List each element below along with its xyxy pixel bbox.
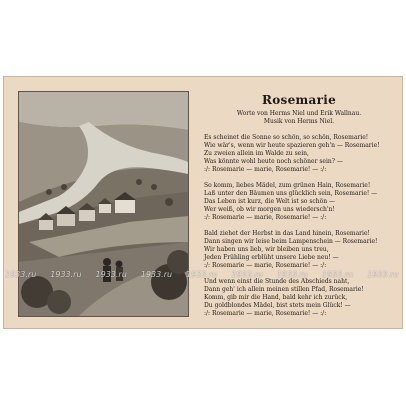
stanza-3 [204,230,394,270]
song-title: Rosemarie [261,93,337,107]
postcard [3,76,403,329]
stanza-line: Das Leben ist kurz, die Welt ist so schön — [204,198,336,205]
stanza-line: Es scheinet die Sonne so schön, so schön, Rosemarie! [204,134,369,141]
stanza-line: So komm, liebes Mädel, zum grünen Hain, Rosemarie! [204,182,371,189]
stanza-line: Dann singen wir leise beim Lampenschein — Rosemarie! [204,238,378,245]
music-credit: Musik von Herms Niel. [263,118,335,125]
watermark-text: 1933.ru [231,270,263,279]
stanza-line: Was könnte wohl heute noch schöner sein? — [204,158,343,165]
stanza-line: Dann geh' ich allein meinen stillen Pfad, Rosemarie! [204,286,364,293]
stanza-line: Und wenn einst die Stunde des Abschieds naht, [204,278,350,285]
watermark-text: 1933.ru [367,270,399,279]
watermark-text: 1933.ru [140,270,173,279]
stanza-line: Laß unter den Bäumen uns glücklich sein, Rosemarie! — [204,190,378,197]
stanza-line: Du goldblondes Mädel, bist stets mein Glück! — [204,302,351,309]
watermark-text: 1933.ru [50,270,82,279]
stanza-line: Wir haben uns lieb, wir bleiben uns treu, [204,246,329,253]
stanza-line: Zu zweien allein im Walde zu sein, [204,150,309,157]
stanza-1 [204,134,394,174]
stanza-refrain: :/: Rosemarie — marie, Rosemarie! — :/: [204,310,327,317]
lyrics-credit: Worte von Herms Niel und Erik Wallnau. [236,110,362,117]
watermark-text: 1933.ru [5,270,37,279]
stanza-line: Wie wär's, wenn wir heute spazieren geh'n — Rosemarie! [204,142,380,149]
watermark-text: 1933.ru [95,270,127,279]
stanza-refrain: :/: Rosemarie — marie, Rosemarie! — :/: [204,214,327,221]
landscape-photo [18,91,189,317]
stanza-refrain: :/: Rosemarie — marie, Rosemarie! — :/: [204,166,327,173]
stanza-refrain: :/: Rosemarie — marie, Rosemarie! — :/: [204,262,327,269]
stanza-line: Komm, gib mir die Hand, bald kehr ich zurück, [204,294,348,301]
song-text [204,93,394,318]
watermark-text: 1933.ru [276,270,308,279]
watermark-text: 1933.ru [186,270,218,279]
stanza-line: Bald ziehet der Herbst in das Land hinein, Rosemarie! [204,230,370,237]
stanza-2 [204,182,394,222]
stanza-4 [204,278,394,318]
stanza-line: Wer weiß, ob wir morgen uns wiedersch'n! [204,206,335,213]
watermark-text: 1933.ru [321,270,354,279]
stanza-line: Jeden Frühling erblüht unsere Liebe neu! — [204,254,339,261]
landscape-illustration [19,92,188,316]
